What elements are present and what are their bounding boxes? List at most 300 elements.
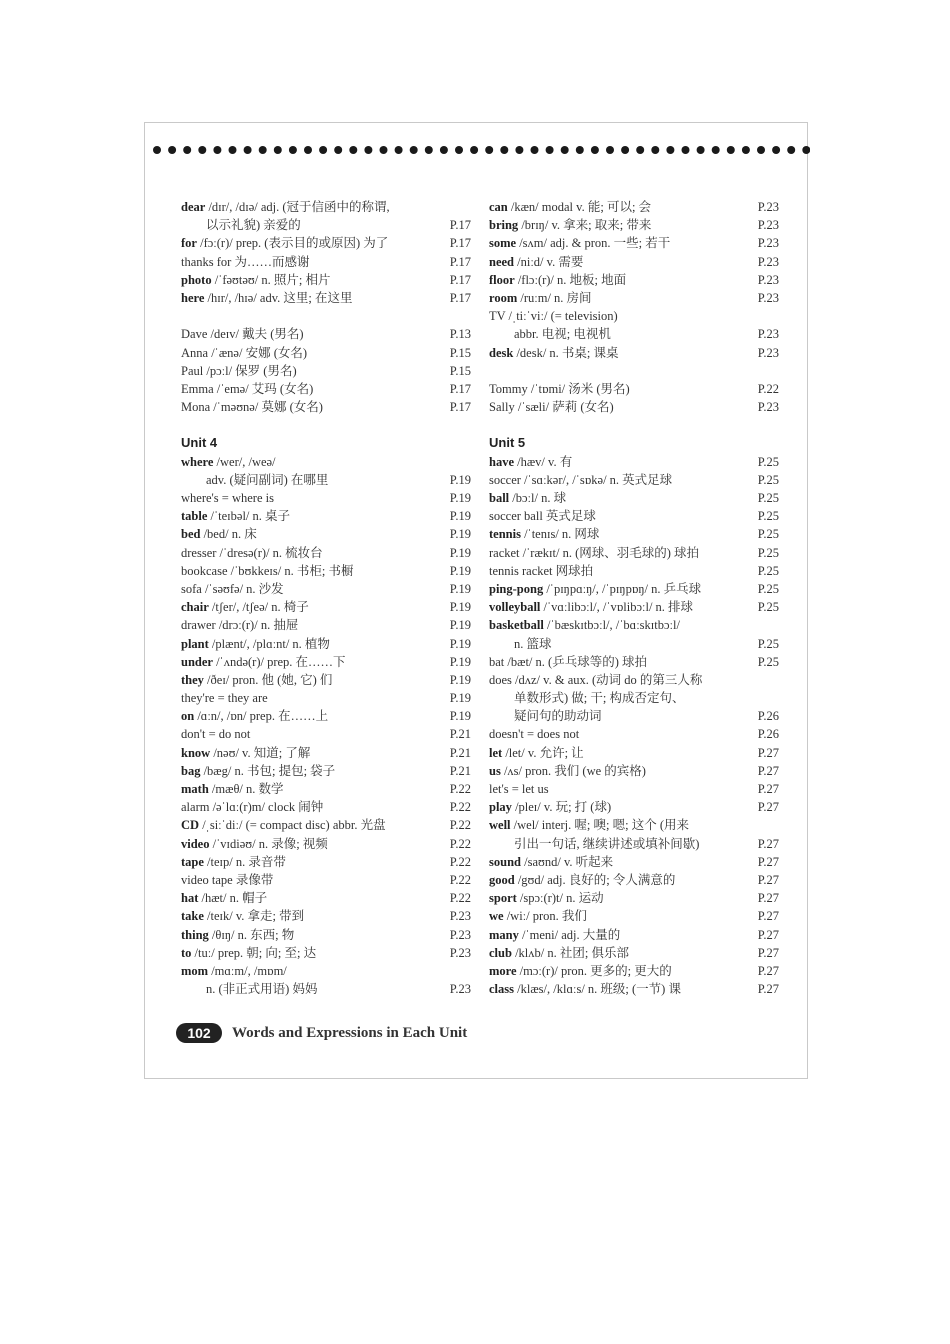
page-reference: P.15 [449,363,471,378]
headword: bring [489,218,519,233]
entry-text [181,725,471,743]
entry-text [181,835,471,853]
definition: 以示礼貌) 亲爱的 [206,218,301,233]
headword: room [489,290,518,305]
entry-text [489,944,779,962]
page-reference: P.25 [757,491,779,505]
rule-dot [636,146,644,154]
rule-dot [712,146,720,154]
definition: /ðeɪ/ pron. 他 (她, 它) 们 [203,672,333,687]
page-reference: P.25 [757,654,779,669]
definition: /ˈtenɪs/ n. 网球 [520,527,600,542]
page-reference: P.23 [757,272,779,287]
page-reference: P.22 [449,782,471,796]
definition: Tommy /ˈtɒmi/ 汤米 (男名) [489,381,630,396]
definition: /hæv/ v. 有 [514,454,573,469]
entry-text [181,707,471,725]
entry-text [489,562,779,580]
entry-text [489,744,779,762]
page-reference: P.17 [449,254,471,269]
page-reference: P.23 [757,345,779,360]
unit-heading: Unit 5 [489,435,526,451]
definition: video tape 录像带 [181,872,274,887]
page-reference: P.19 [449,472,471,487]
page-reference: P.17 [449,236,471,251]
entry-text [489,616,779,634]
entry-text [181,562,471,580]
definition: /klæs/, /klɑːs/ n. 班级; (一节) 课 [514,982,681,997]
vocab-entry [181,325,471,343]
page-reference: P.22 [449,818,471,833]
vocab-entry [181,798,471,816]
rule-dot [772,146,780,154]
rule-dot [470,146,478,154]
entry-text [489,707,779,725]
rule-dot [455,146,463,154]
vocab-entry [489,926,779,944]
vocab-entry [181,653,471,671]
page-reference: P.27 [757,927,779,942]
rule-dot [515,146,523,154]
left-column [181,198,471,998]
page-reference: P.19 [449,581,471,596]
vocab-entry [489,962,779,980]
entry-text [489,653,779,671]
page-reference: P.23 [757,218,779,233]
headword: desk [489,345,514,360]
definition: tennis racket 网球拍 [489,563,594,578]
headword: class [489,982,514,997]
headword: photo [181,272,212,287]
vocab-entry [489,580,779,598]
headword: need [489,254,514,269]
entry-text [181,453,471,471]
entry-text [181,907,471,925]
definition: 单数形式) 做; 干; 构成否定句、 [514,691,685,706]
vocab-entry [181,525,471,543]
definition: sofa /ˈsəʊfə/ n. 沙发 [181,581,284,596]
page-reference: P.19 [449,691,471,706]
definition: /bed/ n. 床 [200,527,257,542]
vocab-entry [489,471,779,489]
vocab-entry [489,344,779,362]
definition: /bɔːl/ n. 球 [509,491,567,505]
page-reference: P.17 [449,290,471,305]
page-reference: P.25 [757,472,779,487]
vocab-entry [489,489,779,507]
entry-text [181,616,471,634]
definition: Dave /deɪv/ 戴夫 (男名) [181,327,304,342]
headword: bed [181,527,201,542]
rule-dot [153,146,161,154]
entry-continuation [181,216,471,234]
rule-dot [259,146,267,154]
entry-text [181,216,471,234]
rule-dot [591,146,599,154]
definition: /wel/ interj. 喔; 噢; 嗯; 这个 (用来 [510,818,689,833]
entry-text [489,671,779,689]
entry-text [181,926,471,944]
page-reference: P.27 [757,745,779,760]
definition: /bæg/ n. 书包; 提包; 袋子 [200,763,336,778]
headword: ball [489,491,510,505]
definition: /teɪp/ n. 录音带 [203,854,286,869]
vocab-entry [489,871,779,889]
page-reference: P.19 [449,618,471,633]
page-reference: P.22 [449,872,471,887]
headword: video [181,836,210,851]
entry-text [489,398,779,416]
entry-text [181,525,471,543]
definition: Anna /ˈænə/ 安娜 (女名) [181,345,308,360]
definition: racket /ˈrækɪt/ n. (网球、羽毛球的) 球拍 [489,545,700,560]
rule-dot [244,146,252,154]
page-reference: P.19 [449,509,471,524]
definition: let's = let us [489,782,549,796]
headword: math [181,782,209,796]
entry-text [489,725,779,743]
vocab-entry [181,871,471,889]
page-reference: P.26 [757,709,779,724]
page-reference: P.23 [757,400,779,415]
headword: hat [181,891,199,906]
headword: take [181,909,204,924]
page-reference: P.19 [449,636,471,651]
rule-dot [213,146,221,154]
definition: /hæt/ n. 帽子 [198,891,268,906]
entry-text [181,598,471,616]
vocab-entry [181,507,471,525]
rule-dot [304,146,312,154]
definition: /klʌb/ n. 社团; 俱乐部 [511,945,629,960]
entry-text [181,344,471,362]
rule-dot [742,146,750,154]
vocab-entry [181,853,471,871]
page-reference: P.27 [757,782,779,796]
headword: here [181,290,205,305]
page-reference: P.17 [449,218,471,233]
entry-text [181,871,471,889]
entry-text [181,544,471,562]
vocab-entry [489,398,779,416]
entry-text [181,889,471,907]
definition: Mona /ˈməʊnə/ 莫娜 (女名) [181,400,323,415]
vocab-entry [489,671,779,689]
vocab-entry [181,234,471,252]
entry-text [181,489,471,507]
rule-dot [531,146,539,154]
page-reference: P.25 [757,600,779,615]
vocab-entry [489,798,779,816]
page-reference: P.23 [449,982,471,997]
vocab-entry [489,234,779,252]
vocab-entry [181,762,471,780]
entry-text [489,471,779,489]
definition: bat /bæt/ n. (乒乓球等的) 球拍 [489,654,647,669]
definition: abbr. 电视; 电视机 [514,327,611,342]
rule-dot [440,146,448,154]
definition: /ˈpɪŋpɑːŋ/, /ˈpɪŋpɒŋ/ n. 乒乓球 [543,581,702,596]
headword: sport [489,891,517,906]
page-reference: P.19 [449,672,471,687]
rule-dot [274,146,282,154]
entry-text [181,653,471,671]
page-reference: P.17 [449,381,471,396]
headword: under [181,654,213,669]
entry-text [181,289,471,307]
definition: /mɑːm/, /mɒm/ [208,963,287,978]
vocab-entry [181,816,471,834]
definition: /mæθ/ n. 数学 [208,782,284,796]
vocab-entry [181,725,471,743]
headword: know [181,745,211,760]
entry-text [489,380,779,398]
definition: n. (非正式用语) 妈妈 [206,982,318,997]
headword: us [489,763,501,778]
vocab-entry [489,653,779,671]
page-reference: P.25 [757,636,779,651]
blank-line [489,362,779,380]
vocab-entry [181,835,471,853]
entry-text [489,889,779,907]
vocab-entry [489,562,779,580]
vocab-entry [489,507,779,525]
definition: /ˈvɑːlibɔːl/, /ˈvɒlibɔːl/ n. 排球 [540,600,694,615]
entry-text [489,253,779,271]
page-reference: P.25 [757,509,779,524]
page-footer [176,1022,467,1044]
rule-dot [757,146,765,154]
page-reference: P.22 [449,854,471,869]
entry-text [181,253,471,271]
rule-dot [500,146,508,154]
headword: tape [181,854,204,869]
rule-dot [666,146,674,154]
vocab-entry [181,198,471,216]
rule-dot [802,146,810,154]
entry-text [181,853,471,871]
entry-continuation [489,707,779,725]
vocab-entry [181,362,471,380]
page-reference: P.26 [757,727,779,742]
definition: /tʃer/, /tʃeə/ n. 椅子 [208,600,309,615]
definition: /sʌm/ adj. & pron. 一些; 若干 [516,236,671,251]
entry-text [181,380,471,398]
rule-dot [380,146,388,154]
vocab-entry [181,380,471,398]
entry-text [181,689,471,707]
headword: club [489,945,512,960]
page-reference: P.23 [449,927,471,942]
vocab-entry [489,544,779,562]
page-reference: P.21 [449,763,471,778]
definition: /ʌs/ pron. 我们 (we 的宾格) [500,763,646,778]
headword: on [181,709,195,724]
definition: /flɔː(r)/ n. 地板; 地面 [514,272,627,287]
definition: /gʊd/ adj. 良好的; 令人满意的 [514,872,676,887]
rule-dot [576,146,584,154]
definition: drawer /drɔː(r)/ n. 抽屉 [181,618,299,633]
headword: dear [181,200,206,214]
entry-text [489,489,779,507]
page-reference: P.27 [757,872,779,887]
vocab-entry [181,889,471,907]
entry-text [489,798,779,816]
definition: /ˈteɪbəl/ n. 桌子 [207,509,291,524]
unit-heading: Unit 4 [181,435,218,451]
definition: /ɑːn/, /ɒn/ prep. 在……上 [194,709,329,724]
vocab-entry [489,744,779,762]
page-reference: P.22 [757,381,779,396]
vocab-entry [181,289,471,307]
vocab-entry [489,453,779,471]
definition: /ˈmeni/ adj. 大量的 [518,927,621,942]
definition: /dɪr/, /dɪə/ adj. (冠于信函中的称谓, [205,200,390,214]
entry-text [181,762,471,780]
page-reference: P.25 [757,581,779,596]
page-reference: P.27 [757,891,779,906]
entry-text [181,671,471,689]
definition: /mɔː(r)/ pron. 更多的; 更大的 [516,963,672,978]
headword: they [181,672,204,687]
entry-text [489,907,779,925]
page-reference: P.19 [449,600,471,615]
vocab-entry [489,216,779,234]
vocab-entry [181,580,471,598]
rule-dot [183,146,191,154]
rule-dot [410,146,418,154]
entry-text [181,198,471,216]
headword: bag [181,763,201,778]
headword: well [489,818,511,833]
vocab-entry [489,780,779,798]
rule-dot [606,146,614,154]
entry-text [181,325,471,343]
entry-text [489,835,779,853]
rule-dot [485,146,493,154]
page-reference: P.22 [449,891,471,906]
definition: Sally /ˈsæli/ 萨莉 (女名) [489,400,614,415]
entry-text [489,816,779,834]
vocab-entry [181,344,471,362]
headword: have [489,454,514,469]
dot-rule [150,143,810,157]
rule-dot [289,146,297,154]
entry-text [489,962,779,980]
page-reference: P.25 [757,454,779,469]
definition: alarm /əˈlɑː(r)m/ clock 闹钟 [181,800,324,815]
headword: volleyball [489,600,541,615]
entry-text [181,398,471,416]
vocab-entry [181,707,471,725]
definition: dresser /ˈdresə(r)/ n. 梳妆台 [181,545,323,560]
headword: thing [181,927,209,942]
entry-continuation [489,835,779,853]
definition: /saʊnd/ v. 听起来 [520,854,614,869]
definition: /fɔː(r)/ prep. (表示目的或原因) 为了 [196,236,389,251]
definition: soccer /ˈsɑːkər/, /ˈsɒkə/ n. 英式足球 [489,472,673,487]
page-reference: P.27 [757,854,779,869]
rule-dot [334,146,342,154]
headword: CD [181,818,200,833]
page-reference: P.19 [449,709,471,724]
vocab-entry [489,198,779,216]
rule-dot [682,146,690,154]
entry-text [489,580,779,598]
vocab-entry [181,944,471,962]
headword: plant [181,636,209,651]
entry-text [489,234,779,252]
headword: table [181,509,208,524]
definition: 引出一句话, 继续讲述或填补间歇) [514,836,700,851]
entry-text [181,580,471,598]
entry-text [181,234,471,252]
entry-text [489,325,779,343]
vocab-entry [181,398,471,416]
rule-dot [364,146,372,154]
definition: n. 篮球 [514,636,552,651]
page-reference: P.19 [449,654,471,669]
definition: /niːd/ v. 需要 [514,254,584,269]
definition: doesn't = does not [489,727,580,742]
definition: /ˌsiːˈdiː/ (= compact disc) abbr. 光盘 [199,818,386,833]
vocab-entry [489,598,779,616]
headword: play [489,800,512,815]
headword: tennis [489,527,521,542]
vocab-entry [489,253,779,271]
page-reference: P.23 [449,945,471,960]
page-reference: P.27 [757,963,779,978]
definition: /plænt/, /plɑːnt/ n. 植物 [208,636,330,651]
entry-continuation [181,980,471,998]
vocab-entry [181,453,471,471]
entry-text [181,471,471,489]
page-reference: P.27 [757,945,779,960]
headword: where [181,454,214,469]
headword: to [181,945,192,960]
vocab-entry [181,562,471,580]
page-reference: P.27 [757,982,779,997]
headword: can [489,200,508,214]
definition: /wiː/ pron. 我们 [503,909,587,924]
entry-text [489,198,779,216]
definition: /ˈfəʊtəʊ/ n. 照片; 相片 [211,272,331,287]
definition: /wer/, /weə/ [213,454,276,469]
rule-dot [198,146,206,154]
blank-line [181,307,471,325]
page-number-badge: 102 [176,1023,222,1043]
vocab-entry [181,689,471,707]
entry-text [489,216,779,234]
definition: /ˈʌndə(r)/ prep. 在……下 [212,654,346,669]
headword: floor [489,272,515,287]
headword: chair [181,600,209,615]
headword: some [489,236,517,251]
entry-text [181,271,471,289]
definition: /ˈvɪdiəʊ/ n. 录像; 视频 [209,836,328,851]
definition: they're = they are [181,691,268,706]
entry-text [489,453,779,471]
headword: we [489,909,504,924]
definition: /desk/ n. 书桌; 课桌 [513,345,619,360]
rule-dot [546,146,554,154]
rule-dot [651,146,659,154]
entry-text [489,926,779,944]
definition: adv. (疑问副词) 在哪里 [206,472,329,487]
page-reference: P.27 [757,800,779,815]
rule-dot [425,146,433,154]
vocab-entry [181,544,471,562]
